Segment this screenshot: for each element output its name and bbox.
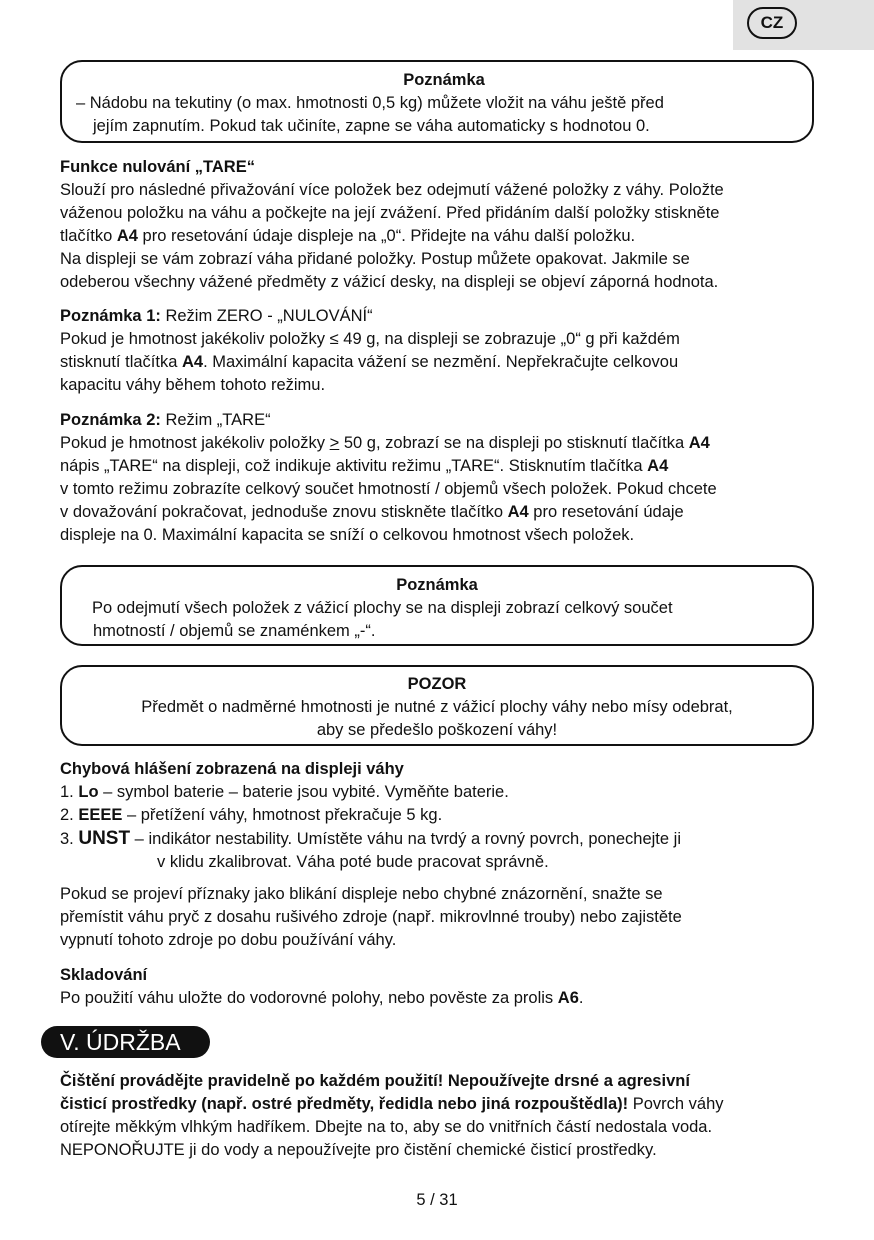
tare-mode-text-2: nápis „TARE“ na displeji, což indikuje aktivitu režimu „TARE“. Stisknutím tlačítka A4 xyxy=(60,457,669,475)
note-1-title: Poznámka xyxy=(403,71,485,89)
storage-heading: Skladování xyxy=(60,966,148,984)
warning-line-2: aby se předešlo poškození váhy! xyxy=(316,721,558,739)
tare-heading: Funkce nulování „TARE“ xyxy=(60,158,255,176)
page-number: 5 / 31 xyxy=(416,1191,458,1209)
tare-mode-heading: Poznámka 2: Režim „TARE“ xyxy=(60,411,271,429)
maintenance-text-1: Čištění provádějte pravidelně po každém použití! Nepoužívejte drsné a agresivní xyxy=(60,1072,690,1090)
error-item-2: 2. EEEE – přetížení váhy, hmotnost překračuje 5 kg. xyxy=(60,806,443,824)
warning-box xyxy=(60,665,814,746)
error-item-1: 1. Lo – symbol baterie – baterie jsou vybité. Vyměňte baterie. xyxy=(60,783,509,801)
zero-mode-text-1: Pokud je hmotnost jakékoliv položky ≤ 49 g, na displeji se zobrazuje „0“ g při každém xyxy=(60,330,680,348)
storage-section xyxy=(60,964,820,1010)
storage-text: Po použití váhu uložte do vodorovné polohy, nebo pověste za prolis A6. xyxy=(60,989,584,1007)
tare-mode-section xyxy=(60,409,820,547)
interference-text-2: přemístit váhu pryč z dosahu rušivého zdroje (např. mikrovlnné trouby) nebo zajistěte xyxy=(60,908,682,926)
note-1-line-2: jejím zapnutím. Pokud tak učiníte, zapne se váha automaticky s hodnotou 0. xyxy=(93,117,650,135)
tare-mode-text-1: Pokud je hmotnost jakékoliv položky > 50 g, zobrazí se na displeji po stisknutí tlačítka A4 xyxy=(60,434,710,452)
note-2-line-1: Po odejmutí všech položek z vážicí plochy se na displeji zobrazí celkový součet xyxy=(92,599,673,617)
tare-mode-text-4: v dovažování pokračovat, jednoduše znovu stiskněte tlačítko A4 pro resetování údaje xyxy=(60,503,684,521)
maintenance-text-4: NEPONOŘUJTE ji do vody a nepoužívejte pro čistění chemické čisticí prostředky. xyxy=(60,1141,657,1159)
maintenance-text-2: čisticí prostředky (např. ostré předměty, ředidla nebo jiná rozpouštědla)! Povrch váhy xyxy=(60,1095,724,1113)
tare-section xyxy=(60,156,820,294)
interference-paragraph xyxy=(60,883,820,952)
interference-text-3: vypnutí tohoto zdroje po dobu používání váhy. xyxy=(60,931,397,949)
tare-text-4: Na displeji se vám zobrazí váha přidané položky. Postup můžete opakovat. Jakmile se xyxy=(60,250,690,268)
zero-mode-heading: Poznámka 1: Režim ZERO - „NULOVÁNÍ“ xyxy=(60,307,373,325)
error-heading: Chybová hlášení zobrazená na displeji váhy xyxy=(60,760,404,778)
zero-mode-section xyxy=(60,305,820,397)
language-tab xyxy=(733,0,874,50)
tare-mode-text-3: v tomto režimu zobrazíte celkový součet hmotností / objemů všech položek. Pokud chcete xyxy=(60,480,717,498)
error-item-3: 3. UNST – indikátor nestability. Umístěte váhu na tvrdý a rovný povrch, ponechejte ji xyxy=(60,828,681,849)
tare-text-3: tlačítko A4 pro resetování údaje displeje na „0“. Přidejte na váhu další položku. xyxy=(60,227,636,245)
note-box-1 xyxy=(60,60,814,143)
note-2-line-2: hmotností / objemů se znaménkem „-“. xyxy=(93,622,376,640)
warning-title: POZOR xyxy=(407,675,467,693)
tare-text-1: Slouží pro následné přivažování více položek bez odejmutí vážené položky z váhy. Položte xyxy=(60,181,724,199)
maintenance-text-3: otírejte měkkým vlhkým hadříkem. Dbejte na to, aby se do vnitřních částí nedostala voda. xyxy=(60,1118,713,1136)
warning-line-1: Předmět o nadměrné hmotnosti je nutné z vážicí plochy váhy nebo mísy odebrat, xyxy=(141,698,733,716)
note-1-line-1: – Nádobu na tekutiny (o max. hmotnosti 0,5 kg) můžete vložit na váhu ještě před xyxy=(76,94,664,112)
error-item-3-continued: v klidu zkalibrovat. Váha poté bude pracovat správně. xyxy=(157,853,549,871)
maintenance-heading: V. ÚDRŽBA xyxy=(41,1026,210,1058)
zero-mode-text-3: kapacitu váhy během tohoto režimu. xyxy=(60,376,326,394)
tare-mode-text-5: displeje na 0. Maximální kapacita se sníží o celkovou hmotnost všech položek. xyxy=(60,526,635,544)
note-box-2 xyxy=(60,565,814,646)
maintenance-section xyxy=(60,1070,820,1162)
zero-mode-text-2: stisknutí tlačítka A4. Maximální kapacita vážení se nezmění. Nepřekračujte celkovou xyxy=(60,353,679,371)
interference-text-1: Pokud se projeví příznaky jako blikání displeje nebo chybné znázornění, snažte se xyxy=(60,885,663,903)
note-2-title: Poznámka xyxy=(396,576,478,594)
tare-text-5: odeberou všechny vážené předměty z vážicí desky, na displeji se objeví záporná hodnota. xyxy=(60,273,719,291)
error-messages-section xyxy=(60,758,820,874)
tare-text-2: váženou položku na váhu a počkejte na její zvážení. Před přidáním další položky stiskněte xyxy=(60,204,720,222)
language-badge: CZ xyxy=(747,7,797,39)
